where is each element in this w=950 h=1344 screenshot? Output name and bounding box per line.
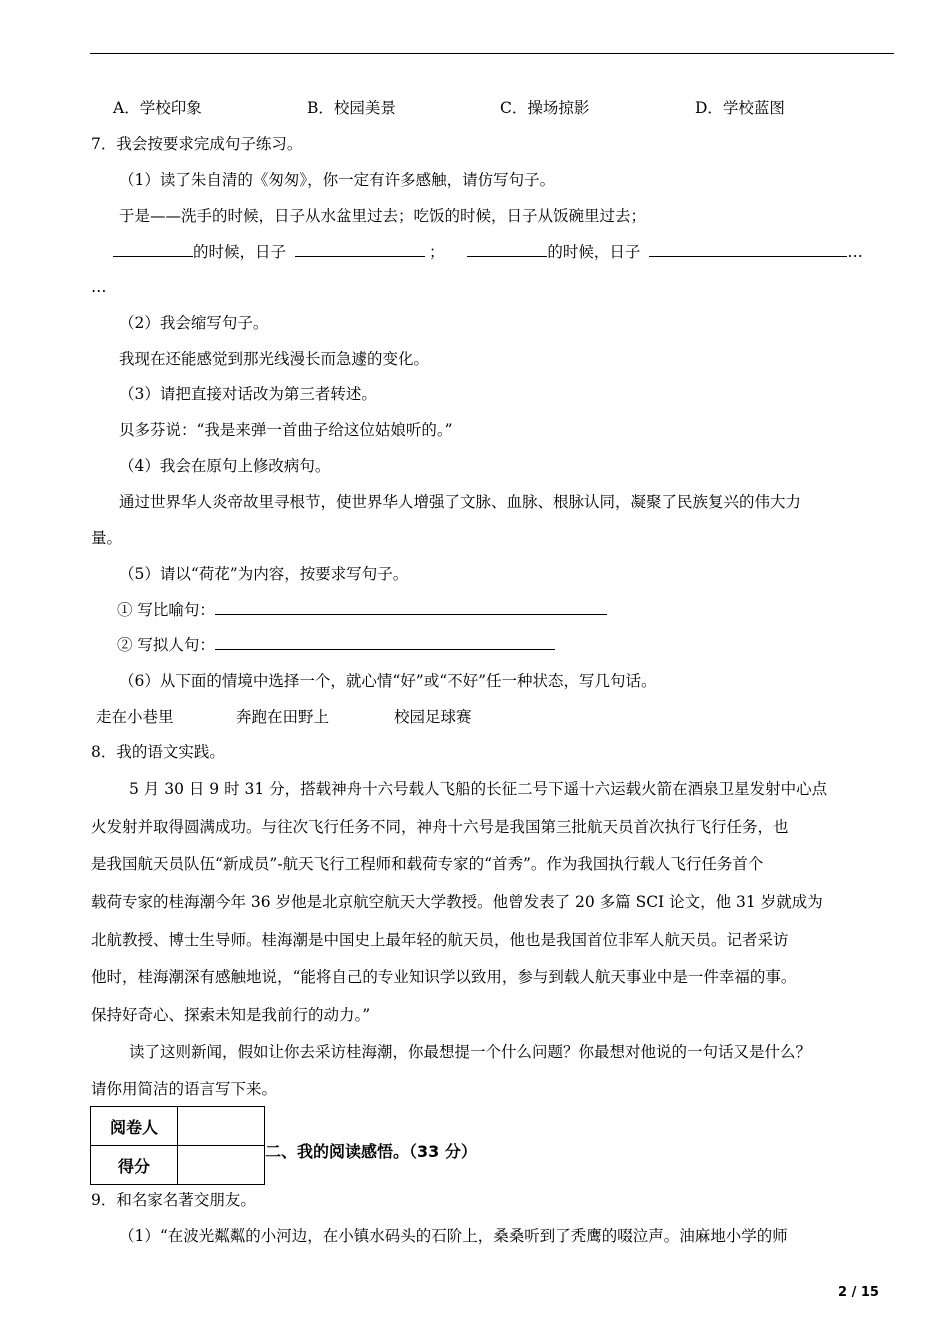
q8-passage-line: 5 月 30 日 9 时 31 分，搭载神舟十六号载人飞船的长征二号下遥十六运载火箭在酒泉卫星发射中心点 (129, 780, 828, 798)
q7-p4-sentence-cont: 量。 (91, 529, 123, 547)
q7-p5-personification-line (117, 635, 555, 655)
q8-passage-line: 保持好奇心、探索未知是我前行的动力。” (91, 1006, 371, 1024)
score-cell[interactable] (178, 1146, 265, 1185)
q9-title: 9．和名家名著交朋友。 (91, 1191, 256, 1209)
reviewer-cell[interactable] (178, 1107, 265, 1146)
q8-passage-line: 火发射并取得圆满成功。与往次飞行任务不同，神舟十六号是我国第三批航天员首次执行飞行任务，也 (91, 818, 789, 836)
header-rule (90, 53, 894, 54)
q7-p6-prompt: （6）从下面的情境中选择一个，就心情“好”或“不好”任一种状态，写几句话。 (119, 672, 657, 690)
q7-p6-option: 走在小巷里 (96, 708, 174, 726)
answer-blank[interactable] (295, 242, 425, 257)
score-label: 得分 (91, 1146, 178, 1185)
option-c: C．操场掠影 (500, 99, 590, 117)
q7-p5-metaphor-line (117, 600, 607, 620)
q7-p5-metaphor-label: ① 写比喻句： (117, 601, 215, 619)
answer-blank[interactable] (467, 242, 547, 257)
q7-p1-fill-b: 的时候，日子 (547, 243, 641, 261)
answer-blank[interactable] (215, 600, 607, 615)
q8-passage-line: 是我国航天员队伍“新成员”-航天飞行工程师和载荷专家的“首秀”。作为我国执行载人飞行任务首个 (91, 855, 764, 873)
q7-p4-sentence: 通过世界华人炎帝故里寻根节，使世界华人增强了文脉、血脉、根脉认同，凝聚了民族复兴的伟大力 (119, 493, 802, 511)
q7-p5-prompt: （5）请以“荷花”为内容，按要求写句子。 (119, 565, 409, 583)
q7-p3-sentence: 贝多芬说：“我是来弹一首曲子给这位姑娘听的。” (119, 421, 453, 439)
q8-passage-line: 他时，桂海潮深有感触地说，“能将自己的专业知识学以致用，参与到载人航天事业中是一件幸福的事。 (91, 968, 797, 986)
option-b: B．校园美景 (307, 99, 396, 117)
q7-p1-fill-line (113, 242, 863, 262)
option-a: A．学校印象 (113, 99, 202, 117)
section-2-title: 二、我的阅读感悟。（33 分） (265, 1142, 477, 1161)
answer-blank[interactable] (113, 242, 193, 257)
option-d: D．学校蓝图 (695, 99, 785, 117)
q7-p1-ellipsis-2: … (91, 278, 107, 296)
q7-p2-sentence: 我现在还能感觉到那光线漫长而急遽的变化。 (119, 350, 430, 368)
q7-p1-example: 于是——洗手的时候，日子从水盆里过去；吃饭的时候，日子从饭碗里过去； (119, 207, 647, 225)
answer-blank[interactable] (649, 242, 847, 257)
q7-title: 7．我会按要求完成句子练习。 (91, 135, 303, 153)
q8-question: 读了这则新闻，假如让你去采访桂海潮，你最想提一个什么问题？你最想对他说的一句话又是什么？ (129, 1043, 812, 1061)
q7-p2-prompt: （2）我会缩写句子。 (119, 314, 269, 332)
page-number: 2 / 15 (838, 1285, 879, 1300)
q8-passage-line: 载荷专家的桂海潮今年 36 岁他是北京航空航天大学教授。他曾发表了 20 多篇 SCI 论文，他 31 岁就成为 (91, 893, 823, 911)
q7-p6-option: 奔跑在田野上 (236, 708, 330, 726)
q7-p1-ellipsis: … (847, 243, 863, 261)
answer-blank[interactable] (215, 635, 555, 650)
grader-table (90, 1106, 265, 1185)
q7-p6-option: 校园足球赛 (394, 708, 472, 726)
q9-p1: （1）“在波光粼粼的小河边，在小镇水码头的石阶上，桑桑听到了秃鹰的啜泣声。油麻地小学的师 (119, 1227, 788, 1245)
q7-p5-personification-label: ② 写拟人句： (117, 636, 215, 654)
q8-question-cont: 请你用简洁的语言写下来。 (91, 1080, 278, 1098)
q7-p3-prompt: （3）请把直接对话改为第三者转述。 (119, 385, 377, 403)
q8-title: 8．我的语文实践。 (91, 743, 225, 761)
q7-p1-prompt: （1）读了朱自清的《匆匆》，你一定有许多感触，请仿写句子。 (119, 171, 556, 189)
reviewer-label: 阅卷人 (91, 1107, 178, 1146)
q7-p4-prompt: （4）我会在原句上修改病句。 (119, 457, 331, 475)
q8-passage-line: 北航教授、博士生导师。桂海潮是中国史上最年轻的航天员，他也是我国首位非军人航天员。记者采访 (91, 931, 789, 949)
q7-p1-fill-sep: ； (428, 243, 445, 261)
q7-p1-fill-a: 的时候，日子 (193, 243, 287, 261)
